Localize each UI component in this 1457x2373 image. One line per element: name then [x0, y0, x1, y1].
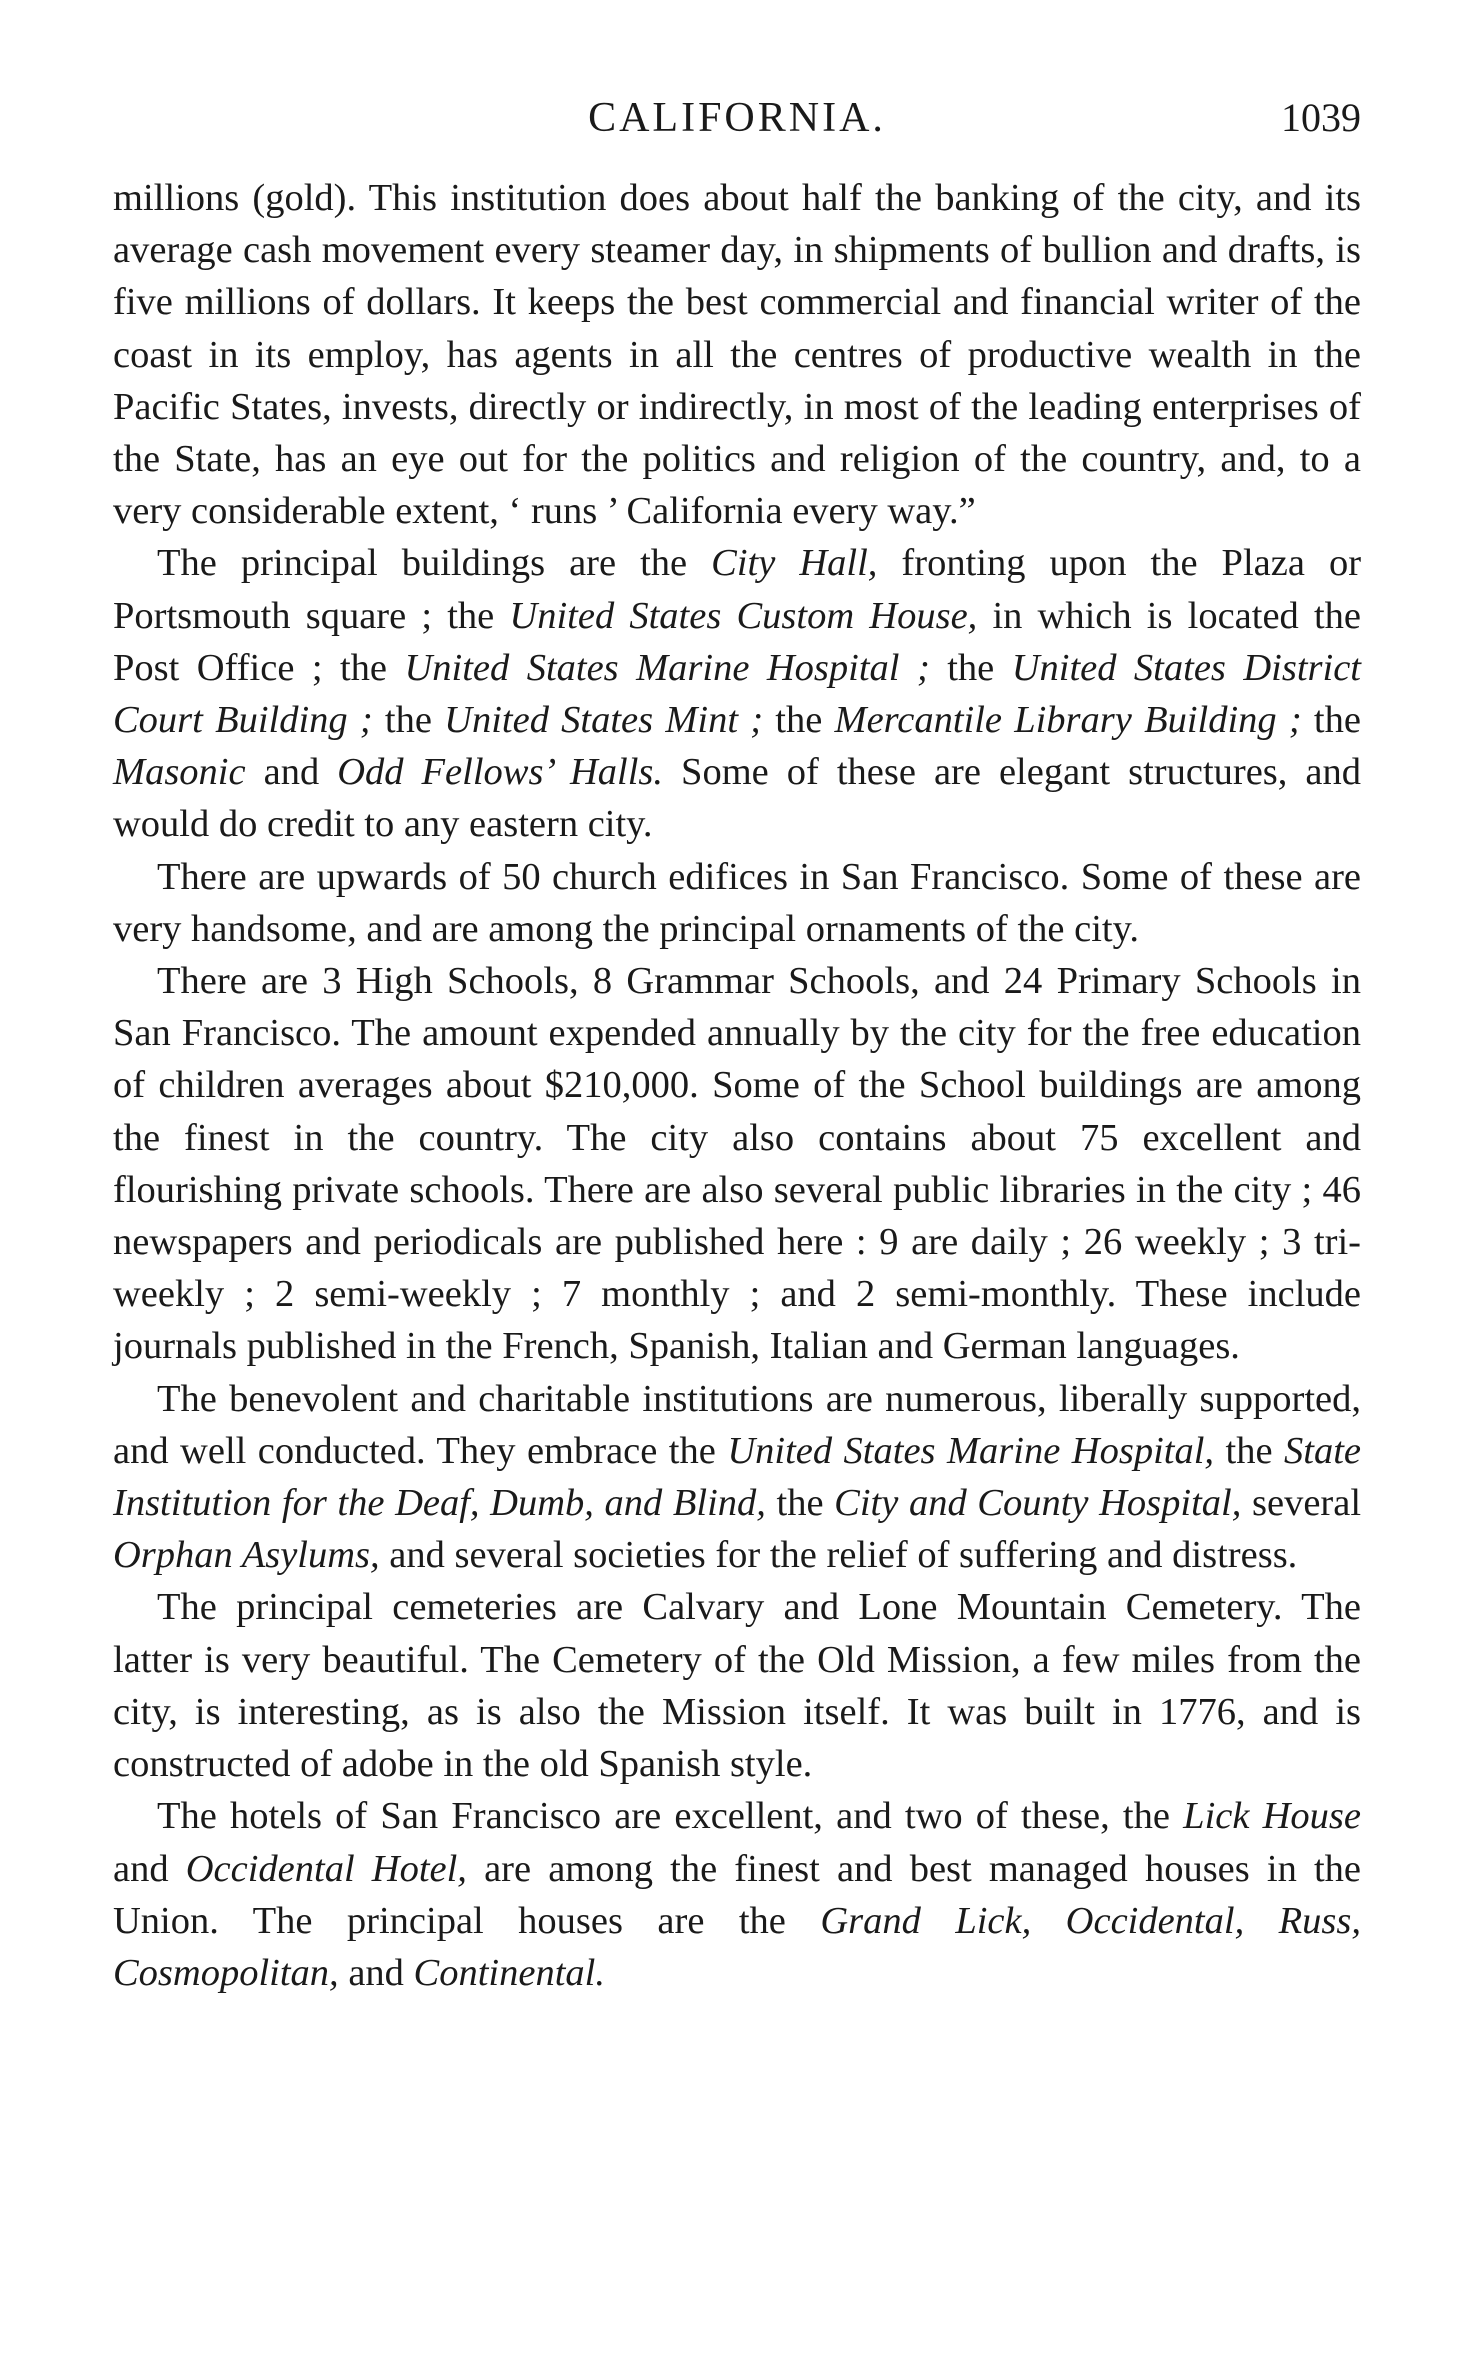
- hotel-name: Lick House: [1183, 1795, 1361, 1838]
- building-name: Masonic: [113, 751, 246, 794]
- paragraph-principal-buildings: [113, 537, 1361, 850]
- text-run: There are upwards of 50 church edifices in San Francisco. Some of these are very handsome, and are among the principal ornaments of the city.: [113, 855, 1361, 950]
- institution-name: United States Marine Hospital,: [727, 1429, 1215, 1472]
- institution-name: City and County Hospital,: [834, 1482, 1242, 1525]
- text-run: the: [372, 699, 445, 742]
- hotel-name: Occidental Hotel,: [185, 1847, 467, 1890]
- page-number: 1039: [1281, 95, 1361, 140]
- text-run: the: [763, 699, 835, 742]
- text-run: and: [245, 751, 338, 794]
- building-name: United States District Court Building ;: [113, 646, 1361, 742]
- paragraph-churches: [113, 851, 1361, 955]
- running-head: [113, 88, 1361, 148]
- text-run: the: [929, 646, 1012, 689]
- text-run: are among the finest and best managed houses in the Union. The principal houses are the: [113, 1847, 1361, 1942]
- text-run: The principal cemeteries are Calvary and Lone Mountain Cemetery. The latter is very beautiful. The Cemetery of the Old Mission, a few miles from the city, is interesting, as is also the Mission itself. It was built in 1776, and is constructed of adobe in the old Spanish style.: [113, 1586, 1361, 1786]
- text-run: and: [338, 1951, 414, 1994]
- text-run: and several societies for the relief of suffering and distress.: [379, 1534, 1298, 1577]
- text-run: the: [1214, 1429, 1285, 1472]
- text-run: The hotels of San Francisco are excellent, and two of these, the: [157, 1795, 1184, 1838]
- text-run: There are 3 High Schools, 8 Grammar Schools, and 24 Primary Schools in San Francisco. The amount expended annually by the city for the free education of children averages about $210,000. Some of the School buildings are among the finest in the country. The city also contains about 75 excellent and flourishing private schools. There are also several public libraries in the city ; 46 newspapers and periodicals are published here : 9 are daily ; 26 weekly ; 3 tri-weekly ; 2 semi-weekly ; 7 monthly ; and 2 semi-monthly. These include journals published in the French, Spanish, Italian and German languages.: [113, 960, 1361, 1368]
- text-run: and: [113, 1847, 186, 1890]
- institution-name: Orphan Asylums,: [113, 1534, 380, 1577]
- institution-name: State Institution for the Deaf, Dumb, and Blind,: [113, 1429, 1361, 1525]
- hotel-name: Occidental, Russ, Cosmopolitan,: [113, 1899, 1361, 1994]
- paragraph-institutions: [113, 1373, 1361, 1582]
- hotel-name: Continental.: [413, 1951, 605, 1994]
- hotel-name: Grand Lick,: [820, 1899, 1032, 1942]
- running-title: CALIFORNIA.: [588, 95, 886, 141]
- building-name: Odd Fellows’ Halls.: [337, 751, 664, 794]
- body-text: [113, 172, 1361, 1999]
- text-run: [1031, 1900, 1065, 1942]
- paragraph-schools: [113, 955, 1361, 1373]
- building-name: United States Custom House,: [509, 594, 978, 637]
- text-run: The principal buildings are the: [157, 542, 712, 585]
- building-name: United States Marine Hospital ;: [404, 646, 930, 689]
- paragraph-cemeteries: [113, 1581, 1361, 1790]
- text-run: millions (gold). This institution does about half the banking of the city, and its average cash movement every steamer day, in shipments of bullion and drafts, is five millions of dollars. It keeps the best commercial and financial writer of the coast in its employ, has agents in all the centres of productive wealth in the Pacific States, invests, directly or indirectly, in most of the leading enterprises of the State, has an eye out for the politics and religion of the country, and, to a very considerable extent, ‘ runs ’ California every way.”: [113, 177, 1361, 533]
- text-run: fronting upon the Plaza or Portsmouth square ; the: [113, 542, 1362, 637]
- building-name: Mercantile Library Building ;: [834, 699, 1302, 742]
- text-run: the: [765, 1482, 835, 1525]
- text-run: in which is located the Post Office ; the: [113, 594, 1361, 689]
- building-name: United States Mint ;: [444, 699, 764, 742]
- text-run: Some of these are elegant structures, and would do credit to any eastern city.: [113, 751, 1362, 846]
- building-name: City Hall,: [711, 542, 878, 585]
- paragraph-bank-description: [113, 172, 1361, 537]
- text-run: several: [1241, 1482, 1362, 1525]
- text-run: The benevolent and charitable institutions are numerous, liberally supported, and well conducted. They embrace the: [113, 1377, 1361, 1472]
- paragraph-hotels: [113, 1790, 1361, 1999]
- text-run: the: [1301, 699, 1361, 742]
